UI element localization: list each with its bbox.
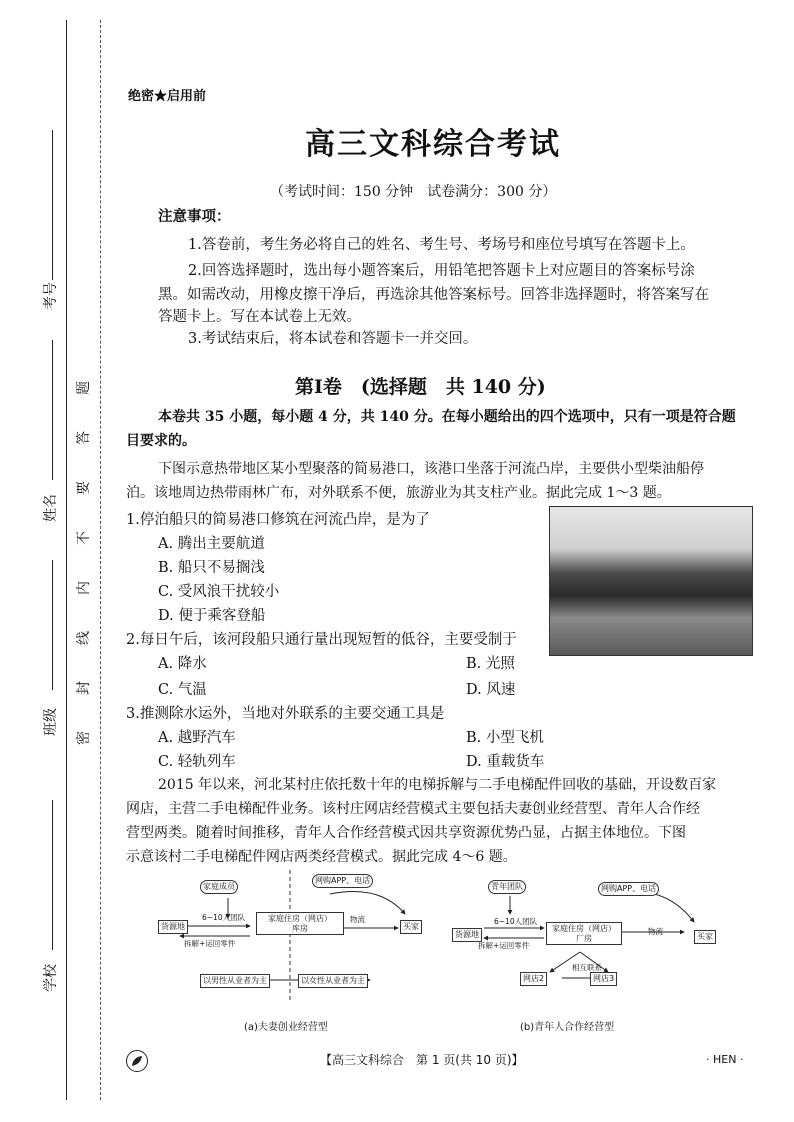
shop-label: 家庭住房（网店）: [268, 914, 332, 923]
name-blank[interactable]: [52, 340, 53, 480]
name-label: 姓名: [43, 494, 59, 522]
shop3-box: 网店3: [590, 972, 617, 986]
logistics-label: 物流: [648, 927, 663, 936]
question-stem: 2.每日午后，该河段船只通行量出现短暂的低谷，主要受制于: [126, 632, 517, 648]
factory-label: 厂房: [576, 933, 592, 943]
family-box: 家庭成员: [200, 880, 238, 894]
seal-char: 要: [76, 481, 92, 495]
shop-box: [256, 912, 344, 935]
seal-char: 线: [76, 631, 92, 645]
female-box: 以女性从业者为主: [298, 974, 368, 988]
section-title: 第Ⅰ卷 (选择题 共 140 分): [295, 376, 546, 398]
passage-text: 营型两类。随着时间推移，青年人合作经营模式因共享资源优势凸显，占据主体地位。下图: [126, 825, 686, 841]
source-box: 货源地: [158, 920, 188, 934]
shop2-box: 网店2: [520, 972, 547, 986]
online-box: 网购APP、电话: [312, 874, 373, 888]
option-a: A. 腾出主要航道: [158, 536, 265, 552]
option-b: B. 小型飞机: [466, 730, 544, 746]
seal-char: 内: [76, 581, 92, 595]
option-d: D. 风速: [466, 682, 516, 698]
seal-char: 封: [76, 681, 92, 695]
exam-code: · HEN ·: [706, 1053, 744, 1066]
school-blank[interactable]: [52, 800, 53, 950]
confidential-mark: 绝密★启用前: [128, 89, 207, 104]
shop-label: 家庭住房（网店）: [552, 924, 616, 933]
margin-line-seal: [100, 20, 101, 1100]
male-box: 以男性从业者为主: [200, 974, 270, 988]
option-d: D. 便于乘客登船: [158, 608, 266, 624]
logistics-label: 物流: [350, 915, 365, 924]
seal-char: 密: [76, 731, 92, 745]
page-footer: 【高三文科综合 第 1 页(共 10 页)】: [320, 1053, 524, 1067]
margin-line-outer: [66, 20, 67, 1100]
mutual-label: 相互联系: [572, 963, 602, 972]
diagram-a-caption: (a)夫妻创业经营型: [244, 1022, 328, 1033]
online-box: 网购APP、电话: [598, 882, 659, 896]
passage-text: 2015 年以来，河北某村庄依托数十年的电梯拆解与二手电梯配件回收的基础，开设数百家: [158, 777, 717, 793]
exam-subtitle: （考试时间：150 分钟 试卷满分：300 分）: [270, 184, 557, 200]
option-a: A. 越野汽车: [158, 730, 236, 746]
exam-no-blank[interactable]: [52, 130, 53, 280]
dismantle-label: 拆解+运回零件: [184, 939, 236, 948]
section-instruction: 目要求的。: [126, 433, 196, 449]
passage-text: 示意该村二手电梯配件网店两类经营模式。据此完成 4～6 题。: [126, 849, 517, 865]
option-c: C. 轻轨列车: [158, 754, 236, 770]
seal-char: 不: [76, 531, 92, 545]
leaf-logo-icon: [126, 1050, 148, 1072]
dismantle-label: 拆解+运回零件: [478, 941, 530, 950]
notice-line: 答题卡上。写在本试卷上无效。: [158, 309, 361, 325]
team-label: 6~10人团队: [202, 913, 246, 922]
notice-line: 黑。如需改动，用橡皮擦干净后，再选涂其他答案标号。回答非选择题时，将答案写在: [158, 287, 709, 303]
school-label: 学校: [43, 964, 59, 992]
seal-char: 答: [76, 431, 92, 445]
class-label: 班级: [43, 708, 59, 736]
warehouse-label: 库房: [292, 923, 308, 933]
option-b: B. 光照: [466, 656, 515, 672]
buyer-box: 买家: [400, 920, 422, 934]
passage-text: 泊。该地周边热带雨林广布，对外联系不便，旅游业为其支柱产业。据此完成 1～3 题。: [126, 485, 671, 501]
passage-text: 网店，主营二手电梯配件业务。该村庄网店经营模式主要包括夫妻创业经营型、青年人合作经: [126, 801, 700, 817]
team-label: 6~10人团队: [494, 917, 538, 926]
exam-no-label: 考号: [43, 282, 59, 310]
option-d: D. 重载货车: [466, 754, 545, 770]
option-b: B. 船只不易搁浅: [158, 560, 265, 576]
shop-box: [546, 922, 622, 945]
passage-text: 下图示意热带地区某小型聚落的简易港口，该港口坐落于河流凸岸，主要供小型柴油船停: [158, 461, 704, 477]
option-a: A. 降水: [158, 656, 207, 672]
notice-line: 3.考试结束后，将本试卷和答题卡一并交回。: [188, 331, 478, 347]
notice-heading: 注意事项：: [158, 208, 231, 225]
notice-line: 1.答卷前，考生务必将自己的姓名、考生号、考场号和座位号填写在答题卡上。: [188, 237, 695, 253]
page-title: 高三文科综合考试: [305, 127, 561, 162]
source-box: 货源地: [452, 928, 482, 942]
diagram-b-caption: (b)青年人合作经营型: [520, 1022, 615, 1033]
option-c: C. 气温: [158, 682, 207, 698]
notice-line: 2.回答选择题时，选出每小题答案后，用铅笔把答题卡上对应题目的答案标号涂: [188, 263, 695, 279]
option-c: C. 受风浪干扰较小: [158, 584, 280, 600]
section-instruction: 本卷共 35 小题，每小题 4 分，共 140 分。在每小题给出的四个选项中，只有一项是符合题: [158, 409, 736, 425]
young-box: 青年团队: [488, 880, 526, 894]
seal-char: 题: [76, 381, 92, 395]
harbor-photo: [549, 506, 753, 656]
question-stem: 1.停泊船只的简易港口修筑在河流凸岸，是为了: [126, 512, 430, 528]
class-blank[interactable]: [52, 560, 53, 690]
question-stem: 3.推测除水运外，当地对外联系的主要交通工具是: [126, 706, 445, 722]
buyer-box: 买家: [694, 930, 716, 944]
